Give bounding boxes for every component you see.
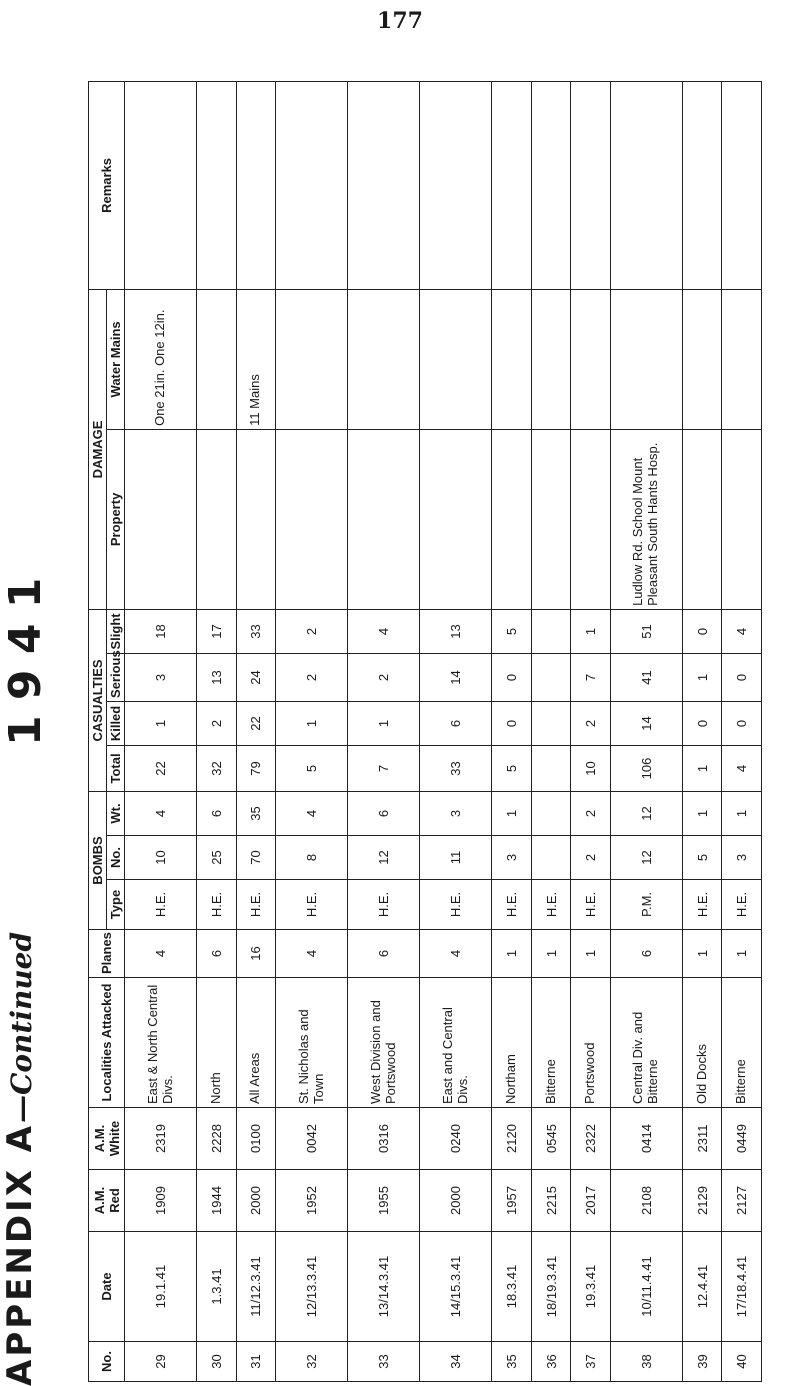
cell-remarks	[682, 81, 721, 289]
cell-serious: 13	[197, 653, 236, 701]
cell-white: 2228	[197, 1108, 236, 1170]
cell-water-mains	[492, 289, 531, 429]
cell-property	[531, 429, 570, 609]
cell-bombs-no: 10	[125, 836, 197, 880]
cell-white: 0316	[348, 1108, 420, 1170]
cell-red: 2108	[610, 1170, 682, 1232]
cell-remarks	[722, 81, 762, 289]
cell-bombs-wt: 3	[420, 791, 492, 835]
table-row	[276, 81, 348, 1381]
cell-total: 22	[125, 745, 197, 791]
cell-no: 32	[276, 1342, 348, 1382]
cell-slight: 51	[610, 609, 682, 653]
cell-total	[531, 745, 570, 791]
cell-water-mains	[420, 289, 492, 429]
appendix-label: APPENDIX A	[0, 1122, 40, 1386]
header-bombs-wt: Wt.	[107, 791, 125, 835]
year-label: 1 9 4 1	[0, 577, 51, 746]
appendix-title	[0, 577, 51, 1386]
cell-water-mains	[531, 289, 570, 429]
header-total: Total	[107, 745, 125, 791]
cell-planes: 6	[610, 930, 682, 978]
cell-type: H.E.	[420, 880, 492, 930]
cell-date: 12/13.3.41	[276, 1232, 348, 1342]
cell-slight: 1	[571, 609, 610, 653]
cell-date: 19.1.41	[125, 1232, 197, 1342]
cell-localities: East and Central Divs.	[420, 978, 492, 1108]
cell-property	[682, 429, 721, 609]
cell-remarks	[610, 81, 682, 289]
cell-water-mains: One 21in. One 12in.	[125, 289, 197, 429]
cell-killed: 0	[492, 701, 531, 745]
cell-total: 32	[197, 745, 236, 791]
cell-total: 7	[348, 745, 420, 791]
cell-serious: 14	[420, 653, 492, 701]
continued-label: —Continued	[5, 931, 38, 1123]
cell-total: 5	[276, 745, 348, 791]
cell-type: H.E.	[531, 880, 570, 930]
cell-killed: 22	[236, 701, 275, 745]
cell-type: H.E.	[492, 880, 531, 930]
table-row	[682, 81, 721, 1381]
cell-property	[420, 429, 492, 609]
cell-localities: Central Div. and Bitterne	[610, 978, 682, 1108]
raid-table	[88, 81, 762, 1382]
cell-water-mains	[571, 289, 610, 429]
cell-total: 79	[236, 745, 275, 791]
cell-slight: 4	[722, 609, 762, 653]
cell-killed: 0	[682, 701, 721, 745]
cell-serious: 7	[571, 653, 610, 701]
cell-killed: 2	[197, 701, 236, 745]
table-row	[236, 81, 275, 1381]
table-row	[197, 81, 236, 1381]
page-number: 177	[377, 8, 423, 34]
cell-date: 18/19.3.41	[531, 1232, 570, 1342]
cell-property: Ludlow Rd. School Mount Pleasant South Hants Hosp.	[610, 429, 682, 609]
cell-no: 33	[348, 1342, 420, 1382]
cell-no: 37	[571, 1342, 610, 1382]
cell-planes: 16	[236, 930, 275, 978]
cell-no: 40	[722, 1342, 762, 1382]
cell-water-mains	[722, 289, 762, 429]
cell-red: 1957	[492, 1170, 531, 1232]
cell-date: 14/15.3.41	[420, 1232, 492, 1342]
cell-bombs-no: 70	[236, 836, 275, 880]
cell-killed: 1	[125, 701, 197, 745]
table-row	[531, 81, 570, 1381]
cell-no: 31	[236, 1342, 275, 1382]
cell-total: 1	[682, 745, 721, 791]
cell-killed: 2	[571, 701, 610, 745]
cell-water-mains	[197, 289, 236, 429]
cell-red: 1944	[197, 1170, 236, 1232]
cell-red: 2000	[420, 1170, 492, 1232]
cell-planes: 4	[420, 930, 492, 978]
cell-bombs-wt: 12	[610, 791, 682, 835]
cell-bombs-no: 25	[197, 836, 236, 880]
cell-bombs-no	[531, 836, 570, 880]
cell-planes: 1	[531, 930, 570, 978]
cell-killed: 14	[610, 701, 682, 745]
cell-total: 33	[420, 745, 492, 791]
cell-remarks	[348, 81, 420, 289]
cell-type: H.E.	[571, 880, 610, 930]
cell-bombs-wt: 35	[236, 791, 275, 835]
cell-remarks	[125, 81, 197, 289]
cell-slight: 17	[197, 609, 236, 653]
table-row	[420, 81, 492, 1381]
cell-date: 10/11.4.41	[610, 1232, 682, 1342]
cell-bombs-no: 2	[571, 836, 610, 880]
cell-bombs-wt: 6	[197, 791, 236, 835]
cell-bombs-wt: 6	[348, 791, 420, 835]
cell-bombs-wt: 4	[276, 791, 348, 835]
cell-planes: 1	[682, 930, 721, 978]
cell-remarks	[492, 81, 531, 289]
cell-killed: 1	[348, 701, 420, 745]
cell-date: 11/12.3.41	[236, 1232, 275, 1342]
table-row	[722, 81, 762, 1381]
cell-serious: 0	[722, 653, 762, 701]
cell-date: 1.3.41	[197, 1232, 236, 1342]
header-red: A.M. Red	[89, 1170, 125, 1232]
cell-property	[236, 429, 275, 609]
cell-bombs-no: 11	[420, 836, 492, 880]
cell-serious	[531, 653, 570, 701]
cell-serious: 24	[236, 653, 275, 701]
cell-killed: 1	[276, 701, 348, 745]
table-row	[125, 81, 197, 1381]
cell-red: 2000	[236, 1170, 275, 1232]
cell-water-mains	[276, 289, 348, 429]
cell-localities: West Division and Portswood	[348, 978, 420, 1108]
cell-type: H.E.	[197, 880, 236, 930]
cell-remarks	[420, 81, 492, 289]
cell-planes: 1	[571, 930, 610, 978]
cell-red: 1955	[348, 1170, 420, 1232]
cell-localities: Portswood	[571, 978, 610, 1108]
cell-slight: 4	[348, 609, 420, 653]
cell-planes: 6	[197, 930, 236, 978]
cell-bombs-wt: 2	[571, 791, 610, 835]
cell-total: 10	[571, 745, 610, 791]
header-no: No.	[89, 1342, 125, 1382]
cell-white: 2319	[125, 1108, 197, 1170]
cell-bombs-no: 3	[492, 836, 531, 880]
header-killed: Killed	[107, 701, 125, 745]
cell-bombs-wt: 1	[722, 791, 762, 835]
cell-white: 0414	[610, 1108, 682, 1170]
cell-date: 19.3.41	[571, 1232, 610, 1342]
header-type: Type	[107, 880, 125, 930]
table-row	[348, 81, 420, 1381]
cell-red: 2017	[571, 1170, 610, 1232]
cell-no: 35	[492, 1342, 531, 1382]
cell-slight	[531, 609, 570, 653]
cell-remarks	[236, 81, 275, 289]
cell-localities: St. Nicholas and Town	[276, 978, 348, 1108]
cell-bombs-wt: 1	[682, 791, 721, 835]
cell-planes: 1	[492, 930, 531, 978]
header-row-groups	[89, 81, 107, 1381]
cell-white: 0449	[722, 1108, 762, 1170]
cell-slight: 5	[492, 609, 531, 653]
cell-localities: Bitterne	[722, 978, 762, 1108]
cell-bombs-no: 3	[722, 836, 762, 880]
cell-planes: 6	[348, 930, 420, 978]
cell-serious: 0	[492, 653, 531, 701]
cell-total: 106	[610, 745, 682, 791]
cell-type: P.M.	[610, 880, 682, 930]
header-planes: Planes	[89, 930, 125, 978]
cell-no: 39	[682, 1342, 721, 1382]
cell-red: 2127	[722, 1170, 762, 1232]
cell-property	[276, 429, 348, 609]
header-bombs-no: No.	[107, 836, 125, 880]
cell-slight: 33	[236, 609, 275, 653]
cell-property	[348, 429, 420, 609]
cell-white: 0240	[420, 1108, 492, 1170]
cell-total: 4	[722, 745, 762, 791]
cell-no: 36	[531, 1342, 570, 1382]
cell-white: 0100	[236, 1108, 275, 1170]
cell-date: 18.3.41	[492, 1232, 531, 1342]
cell-slight: 18	[125, 609, 197, 653]
table-row	[492, 81, 531, 1381]
cell-killed: 6	[420, 701, 492, 745]
header-casualties: CASUALTIES	[89, 609, 107, 791]
cell-planes: 4	[276, 930, 348, 978]
cell-white: 2311	[682, 1108, 721, 1170]
cell-white: 0545	[531, 1108, 570, 1170]
cell-serious: 2	[348, 653, 420, 701]
cell-type: H.E.	[682, 880, 721, 930]
cell-localities: Old Docks	[682, 978, 721, 1108]
cell-red: 1952	[276, 1170, 348, 1232]
cell-slight: 2	[276, 609, 348, 653]
header-white: A.M. White	[89, 1108, 125, 1170]
cell-no: 38	[610, 1342, 682, 1382]
cell-water-mains	[610, 289, 682, 429]
cell-no: 34	[420, 1342, 492, 1382]
cell-localities: East & North Central Divs.	[125, 978, 197, 1108]
cell-property	[197, 429, 236, 609]
raid-table-body	[125, 81, 762, 1381]
cell-property	[125, 429, 197, 609]
cell-slight: 0	[682, 609, 721, 653]
cell-water-mains: 11 Mains	[236, 289, 275, 429]
cell-bombs-wt	[531, 791, 570, 835]
header-localities: Localities Attacked	[89, 978, 125, 1108]
cell-type: H.E.	[125, 880, 197, 930]
header-property: Property	[107, 429, 125, 609]
cell-water-mains	[682, 289, 721, 429]
cell-bombs-no: 12	[348, 836, 420, 880]
cell-remarks	[531, 81, 570, 289]
cell-bombs-no: 8	[276, 836, 348, 880]
cell-localities: Northam	[492, 978, 531, 1108]
cell-red: 2129	[682, 1170, 721, 1232]
cell-bombs-wt: 4	[125, 791, 197, 835]
cell-killed	[531, 701, 570, 745]
cell-date: 12.4.41	[682, 1232, 721, 1342]
cell-property	[492, 429, 531, 609]
cell-red: 2215	[531, 1170, 570, 1232]
cell-serious: 2	[276, 653, 348, 701]
cell-no: 29	[125, 1342, 197, 1382]
cell-slight: 13	[420, 609, 492, 653]
table-row	[610, 81, 682, 1381]
header-damage: DAMAGE	[89, 289, 107, 609]
cell-serious: 1	[682, 653, 721, 701]
cell-killed: 0	[722, 701, 762, 745]
cell-date: 13/14.3.41	[348, 1232, 420, 1342]
header-water-mains: Water Mains	[107, 289, 125, 429]
cell-planes: 4	[125, 930, 197, 978]
cell-type: H.E.	[276, 880, 348, 930]
cell-remarks	[571, 81, 610, 289]
cell-localities: Bitterne	[531, 978, 570, 1108]
header-date: Date	[89, 1232, 125, 1342]
cell-type: H.E.	[722, 880, 762, 930]
cell-type: H.E.	[236, 880, 275, 930]
cell-date: 17/18.4.41	[722, 1232, 762, 1342]
header-slight: Slight	[107, 609, 125, 653]
cell-serious: 41	[610, 653, 682, 701]
header-bombs: BOMBS	[89, 791, 107, 929]
cell-white: 2322	[571, 1108, 610, 1170]
cell-localities: All Areas	[236, 978, 275, 1108]
cell-property	[722, 429, 762, 609]
cell-bombs-no: 12	[610, 836, 682, 880]
cell-remarks	[276, 81, 348, 289]
cell-no: 30	[197, 1342, 236, 1382]
cell-property	[571, 429, 610, 609]
cell-white: 0042	[276, 1108, 348, 1170]
table-row	[571, 81, 610, 1381]
cell-localities: North	[197, 978, 236, 1108]
cell-bombs-no: 5	[682, 836, 721, 880]
cell-water-mains	[348, 289, 420, 429]
cell-type: H.E.	[348, 880, 420, 930]
raid-table-container	[88, 82, 762, 1382]
cell-serious: 3	[125, 653, 197, 701]
cell-total: 5	[492, 745, 531, 791]
header-serious: Serious	[107, 653, 125, 701]
cell-planes: 1	[722, 930, 762, 978]
header-remarks: Remarks	[89, 81, 125, 289]
cell-remarks	[197, 81, 236, 289]
cell-red: 1909	[125, 1170, 197, 1232]
cell-white: 2120	[492, 1108, 531, 1170]
cell-bombs-wt: 1	[492, 791, 531, 835]
